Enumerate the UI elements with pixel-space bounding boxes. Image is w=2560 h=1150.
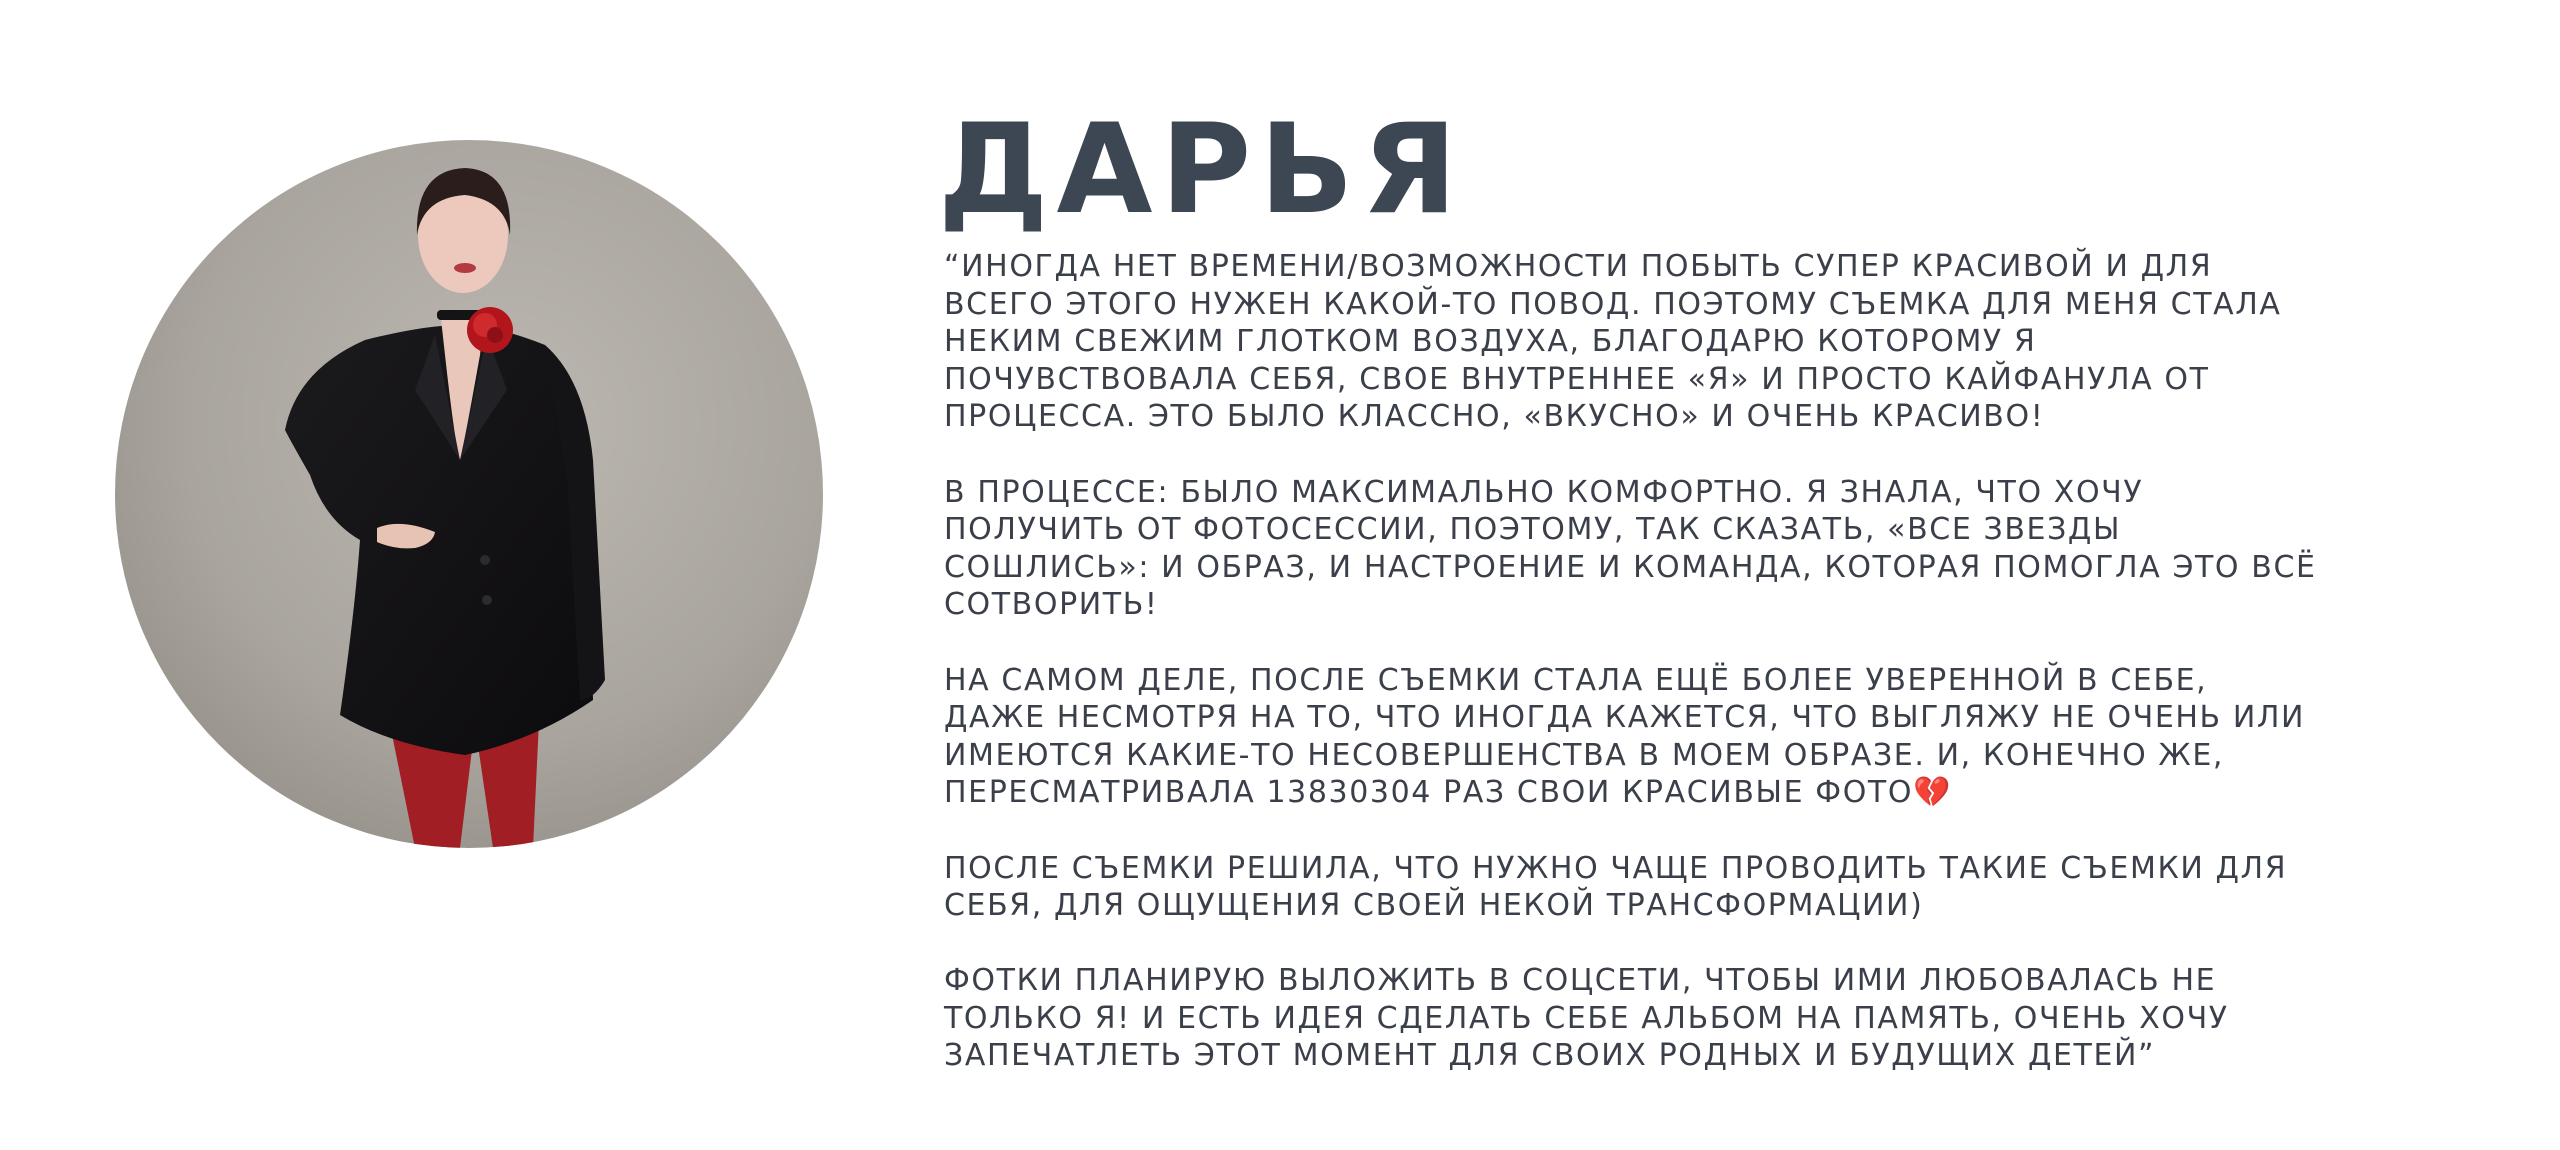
- text-line: ИМЕЮТСЯ КАКИЕ-ТО НЕСОВЕРШЕНСТВА В МОЕМ ОБРАЗЕ. И, КОНЕЧНО ЖЕ,: [944, 737, 2225, 773]
- text-line: НА САМОМ ДЕЛЕ, ПОСЛЕ СЪЕМКИ СТАЛА ЕЩЁ БОЛЕЕ УВЕРЕННОЙ В СЕБЕ,: [944, 662, 2208, 698]
- testimonial-paragraph: [944, 962, 2484, 1075]
- text-line: В ПРОЦЕССЕ: БЫЛО МАКСИМАЛЬНО КОМФОРТНО. Я ЗНАЛА, ЧТО ХОЧУ: [944, 474, 2144, 510]
- text-line: ФОТКИ ПЛАНИРУЮ ВЫЛОЖИТЬ В СОЦСЕТИ, ЧТОБЫ ИМИ ЛЮБОВАЛАСЬ НЕ: [944, 963, 2217, 999]
- text-line: ЗАПЕЧАТЛЕТЬ ЭТОТ МОМЕНТ ДЛЯ СВОИХ РОДНЫХ И БУДУЩИХ ДЕТЕЙ”: [944, 1038, 2156, 1074]
- broken-heart-icon: 💔: [1913, 775, 1953, 811]
- text-line: ПОЛУЧИТЬ ОТ ФОТОСЕССИИ, ПОЭТОМУ, ТАК СКАЗАТЬ, «ВСЕ ЗВЕЗДЫ: [944, 512, 2122, 548]
- text-line: ПРОЦЕССА. ЭТО БЫЛО КЛАССНО, «ВКУСНО» И ОЧЕНЬ КРАСИВО!: [944, 399, 2045, 435]
- text-line: ДАЖЕ НЕСМОТРЯ НА ТО, ЧТО ИНОГДА КАЖЕТСЯ, ЧТО ВЫГЛЯЖУ НЕ ОЧЕНЬ ИЛИ: [944, 700, 2306, 736]
- portrait-photo: [115, 140, 823, 848]
- text-line: ВСЕГО ЭТОГО НУЖЕН КАКОЙ-ТО ПОВОД. ПОЭТОМУ СЪЕМКА ДЛЯ МЕНЯ СТАЛА: [944, 286, 2282, 322]
- testimonial-paragraph: [944, 662, 2484, 812]
- text-line: СЕБЯ, ДЛЯ ОЩУЩЕНИЯ СВОЕЙ НЕКОЙ ТРАНСФОРМАЦИИ): [944, 888, 1924, 924]
- text-line-with-icon: [944, 774, 2484, 812]
- testimonial-text: [944, 248, 2484, 1075]
- text-line: ПОЧУВСТВОВАЛА СЕБЯ, СВОЕ ВНУТРЕННЕЕ «Я» И ПРОСТО КАЙФАНУЛА ОТ: [944, 361, 2210, 397]
- text-line: ТОЛЬКО Я! И ЕСТЬ ИДЕЯ СДЕЛАТЬ СЕБЕ АЛЬБОМ НА ПАМЯТЬ, ОЧЕНЬ ХОЧУ: [944, 1000, 2229, 1036]
- testimonial-paragraph: [944, 248, 2484, 436]
- person-name: ДАРЬЯ: [938, 98, 1466, 242]
- text-line: ПЕРЕСМАТРИВАЛА 13830304 РАЗ СВОИ КРАСИВЫЕ ФОТО: [944, 775, 1914, 811]
- testimonial-paragraph: [944, 474, 2484, 624]
- text-line: СОТВОРИТЬ!: [944, 587, 1159, 623]
- text-line: “ИНОГДА НЕТ ВРЕМЕНИ/ВОЗМОЖНОСТИ ПОБЫТЬ СУПЕР КРАСИВОЙ И ДЛЯ: [944, 249, 2213, 284]
- testimonial-paragraph: [944, 850, 2484, 925]
- text-line: НЕКИМ СВЕЖИМ ГЛОТКОМ ВОЗДУХА, БЛАГОДАРЮ КОТОРОМУ Я: [944, 324, 2037, 360]
- text-line: СОШЛИСЬ»: И ОБРАЗ, И НАСТРОЕНИЕ И КОМАНДА, КОТОРАЯ ПОМОГЛА ЭТО ВСЁ: [944, 549, 2317, 585]
- text-line: ПОСЛЕ СЪЕМКИ РЕШИЛА, ЧТО НУЖНО ЧАЩЕ ПРОВОДИТЬ ТАКИЕ СЪЕМКИ ДЛЯ: [944, 850, 2288, 886]
